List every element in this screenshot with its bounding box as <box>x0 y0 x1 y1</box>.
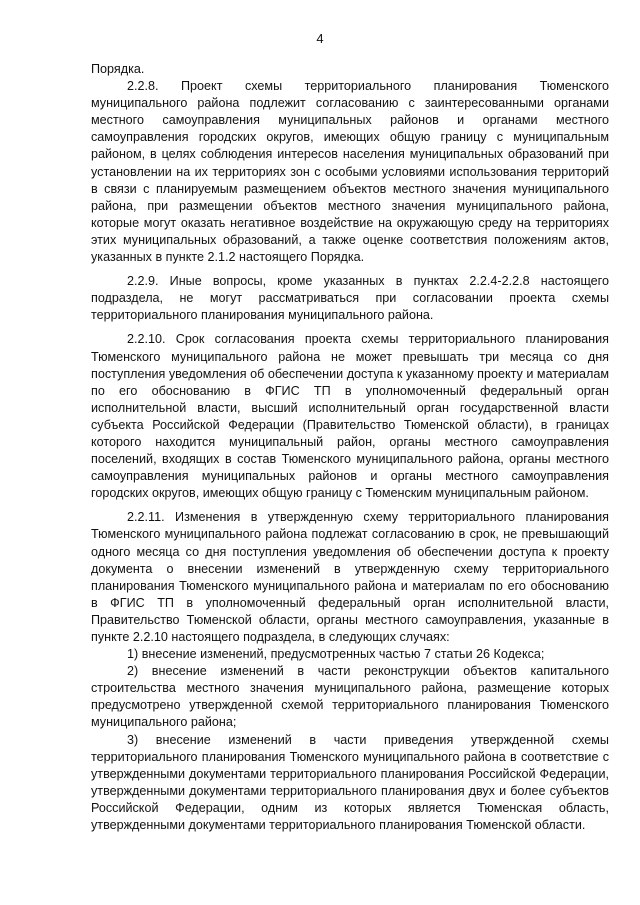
paragraph-2-2-8: 2.2.8. Проект схемы территориального планирования Тюменского муниципального района подлежит согласованию с заинтересованными органами местного самоуправления муниципальных районов и органами местного самоуправления городских округов, имеющих общую границу с муниципальным районом, в целях соблюдения интересов населения муниципальных образований при установлении на их территориях зон с особыми условиями использования территорий в связи с планируемым размещением объектов местного значения муниципального района, при размещении объектов местного значения муниципального района, которые могут оказать негативное воздействие на окружающую среду на территориях этих муниципальных образований, а также оценке соответствия положениям актов, указанных в пункте 2.1.2 настоящего Порядка. <box>91 79 609 265</box>
paragraph-continuation: Порядка. <box>91 62 145 76</box>
paragraph-2-2-10: 2.2.10. Срок согласования проекта схемы территориального планирования Тюменского муниципального района не может превышать три месяца со дня поступления уведомления об обеспечении доступа к указанному проекту и материалам по его обоснованию в ФГИС ТП в уполномоченный федеральный орган исполнительной власти, высший исполнительный орган государственной власти субъекта Российской Федерации (Правительство Тюменской области), в границах которого находится муниципальный район, органы местного самоуправления поселений, входящих в состав Тюменского муниципального района, органы местного самоуправления муниципальных районов и органы местного самоуправления городских округов, имеющих общую границу с Тюменским муниципальным районом. <box>91 332 609 501</box>
list-item-1: 1) внесение изменений, предусмотренных частью 7 статьи 26 Кодекса; <box>127 647 545 662</box>
document-body <box>91 61 609 834</box>
paragraph-2-2-11: 2.2.11. Изменения в утвержденную схему территориального планирования Тюменского муниципального района подлежат согласованию в срок, не превышающий одного месяца со дня поступления уведомления об обеспечении доступа к проекту документа о внесении изменений в утвержденную схему территориального планирования Тюменского муниципального района и материалам по его обоснованию в ФГИС ТП в уполномоченный федеральный орган исполнительной власти, Правительство Тюменской области, органы местного самоуправления, указанные в пункте 2.2.10 настоящего подраздела, в следующих случаях: <box>91 510 609 644</box>
page-number: 4 <box>316 31 324 46</box>
list-item-3: 3) внесение изменений в части приведения утвержденной схемы территориального планирования Тюменского муниципального района в соответствие с утвержденными документами территориального планирования Российской Федерации, утвержденными документами территориального планирования двух и более субъектов Российской Федерации, одним из которых является Тюменская область, утвержденными документами территориального планирования Тюменской области. <box>91 732 609 833</box>
list-item-2: 2) внесение изменений в части реконструкции объектов капитального строительства местного значения муниципального района, размещение которых предусмотрено утвержденной схемой территориального планирования Тюменского муниципального района; <box>91 664 609 730</box>
paragraph-2-2-9: 2.2.9. Иные вопросы, кроме указанных в пунктах 2.2.4-2.2.8 настоящего подраздела, не могут рассматриваться при согласовании проекта схемы территориального планирования муниципального района. <box>91 274 609 323</box>
